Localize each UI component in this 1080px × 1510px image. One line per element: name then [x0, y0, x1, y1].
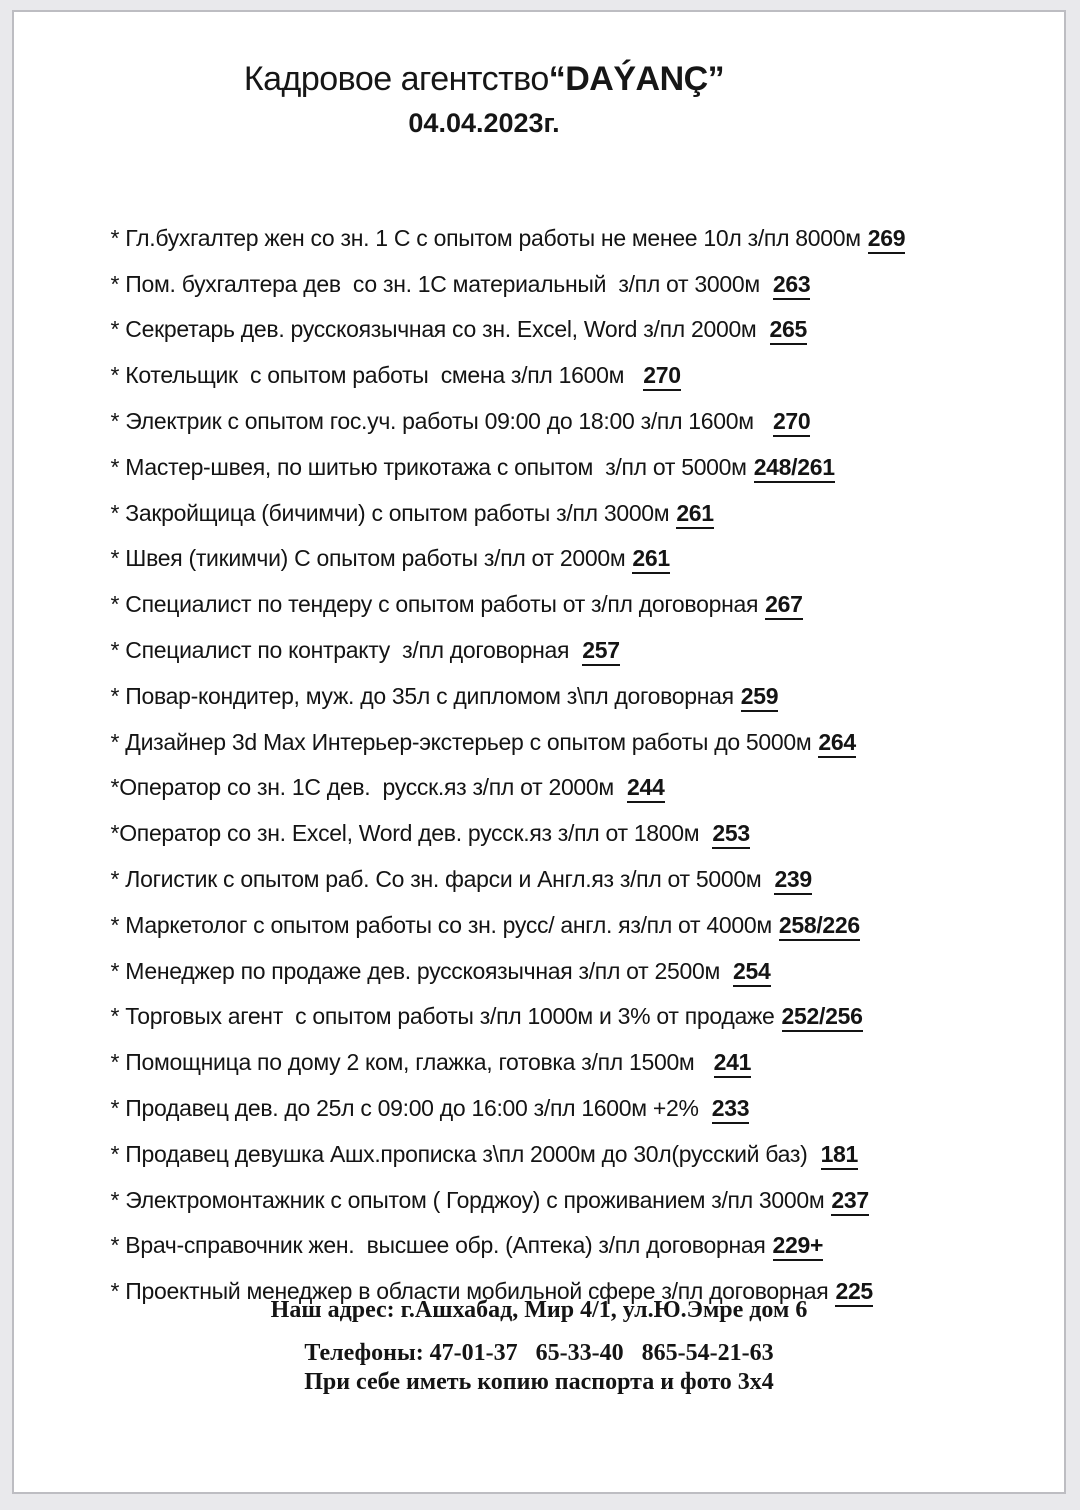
job-listing-code: 269 [868, 225, 905, 254]
job-listing-code: 254 [733, 958, 770, 987]
job-listing-text: *Оператор со зн. 1С дев. русск.яз з/пл от 2000м [110, 774, 621, 801]
job-listing-text: * Маркетолог с опытом работы со зн. русс/ англ. яз/пл от 4000м [110, 911, 772, 938]
job-listing-text: * Продавец дев. до 25л с 09:00 до 16:00 з/пл 1600м +2% [110, 1094, 705, 1121]
job-listing-code: 265 [770, 316, 807, 345]
footer-phones: Телефоны: 47-01-37 65-33-40 865-54-21-63 [304, 1340, 774, 1367]
job-listing-code: 241 [714, 1049, 751, 1078]
job-listing-text: * Котельщик с опытом работы смена з/пл 1600м [110, 362, 637, 389]
job-listing-code: 270 [643, 362, 680, 391]
job-list [14, 170, 1064, 1305]
job-listing-row [74, 170, 1028, 251]
job-listing-text: * Торговых агент с опытом работы з/пл 1000м и 3% от продаже [110, 1003, 775, 1030]
job-listing-code: 237 [831, 1187, 868, 1216]
job-listing-text: * Швея (тикимчи) С опытом работы з/пл от 2000м [110, 545, 626, 572]
job-listing-text: * Помощница по дому 2 ком, глажка, готовка з/пл 1500м [110, 1049, 707, 1076]
job-listing-text: * Продавец девушка Ашх.прописка з\пл 2000м до 30л(русский баз) [110, 1140, 814, 1167]
footer-address: Наш адрес: г.Ашхабад, Мир 4/1, ул.Ю.Эмре дом 6 [270, 1297, 808, 1324]
job-listing-code: 270 [773, 408, 810, 437]
agency-brand-name: “DAÝANÇ” [548, 60, 725, 98]
job-listing-code: 257 [582, 637, 619, 666]
job-listing-text: * Секретарь дев. русскоязычная со зн. Excel, Word з/пл 2000м [110, 316, 763, 343]
job-listing-code: 267 [765, 591, 802, 620]
job-listing-text: * Электрик с опытом гос.уч. работы 09:00 до 18:00 з/пл 1600м [110, 407, 766, 434]
job-listing-code: 261 [632, 545, 669, 574]
document-header [14, 12, 1064, 140]
footer-note: При себе иметь копию паспорта и фото 3х4 [304, 1369, 774, 1396]
job-listing-code: 261 [676, 500, 713, 529]
job-listing-text: * Повар-кондитер, муж. до 35л с дипломом з\пл договорная [110, 682, 734, 709]
job-listing-text: * Гл.бухгалтер жен со зн. 1 С с опытом работы не менее 10л з/пл 8000м [110, 224, 861, 251]
job-listing-code: 244 [627, 774, 664, 803]
job-listing-text: * Закройщица (бичимчи) с опытом работы з/пл 3000м [110, 499, 670, 526]
agency-title-prefix: Кадровое агентство [243, 60, 549, 98]
document-date: 04.04.2023г. [408, 108, 560, 138]
job-listing-text: * Дизайнер 3d Max Интерьер-экстерьер с опытом работы до 5000м [110, 728, 812, 755]
job-listing-code: 263 [773, 271, 810, 300]
job-listing-code: 248/261 [754, 454, 835, 483]
job-listing-text: * Пом. бухгалтера дев со зн. 1С материальный з/пл от 3000м [110, 270, 766, 297]
job-listing-text: * Проектный менеджер в области мобильной сфере з/пл договорная [110, 1278, 829, 1305]
job-listing-text: * Специалист по тендеру с опытом работы от з/пл договорная [110, 591, 759, 618]
job-listing-code: 259 [741, 683, 778, 712]
job-listing-text: * Логистик с опытом раб. Со зн. фарси и Англ.яз з/пл от 5000м [110, 865, 768, 892]
job-listing-code: 229+ [773, 1232, 824, 1261]
page-title [14, 58, 954, 100]
document-page [12, 10, 1066, 1494]
job-listing-text: *Оператор со зн. Excel, Word дев. русск.яз з/пл от 1800м [110, 820, 706, 847]
job-listing-text: * Мастер-швея, по шитью трикотажа с опытом з/пл от 5000м [110, 453, 747, 480]
job-listing-code: 258/226 [779, 912, 860, 941]
job-listing-text: * Врач-справочник жен. высшее обр. (Аптека) з/пл договорная [110, 1232, 766, 1259]
job-listing-code: 225 [835, 1278, 872, 1307]
job-listing-text: * Электромонтажник с опытом ( Горджоу) с проживанием з/пл 3000м [110, 1186, 825, 1213]
job-listing-text: * Менеджер по продаже дев. русскоязычная з/пл от 2500м [110, 957, 727, 984]
job-listing-code: 253 [712, 820, 749, 849]
job-listing-code: 233 [712, 1095, 749, 1124]
job-listing-code: 181 [821, 1141, 858, 1170]
job-listing-code: 239 [774, 866, 811, 895]
job-listing-code: 252/256 [782, 1003, 863, 1032]
job-listing-code: 264 [818, 729, 855, 758]
job-listing-text: * Специалист по контракту з/пл договорная [110, 636, 576, 663]
